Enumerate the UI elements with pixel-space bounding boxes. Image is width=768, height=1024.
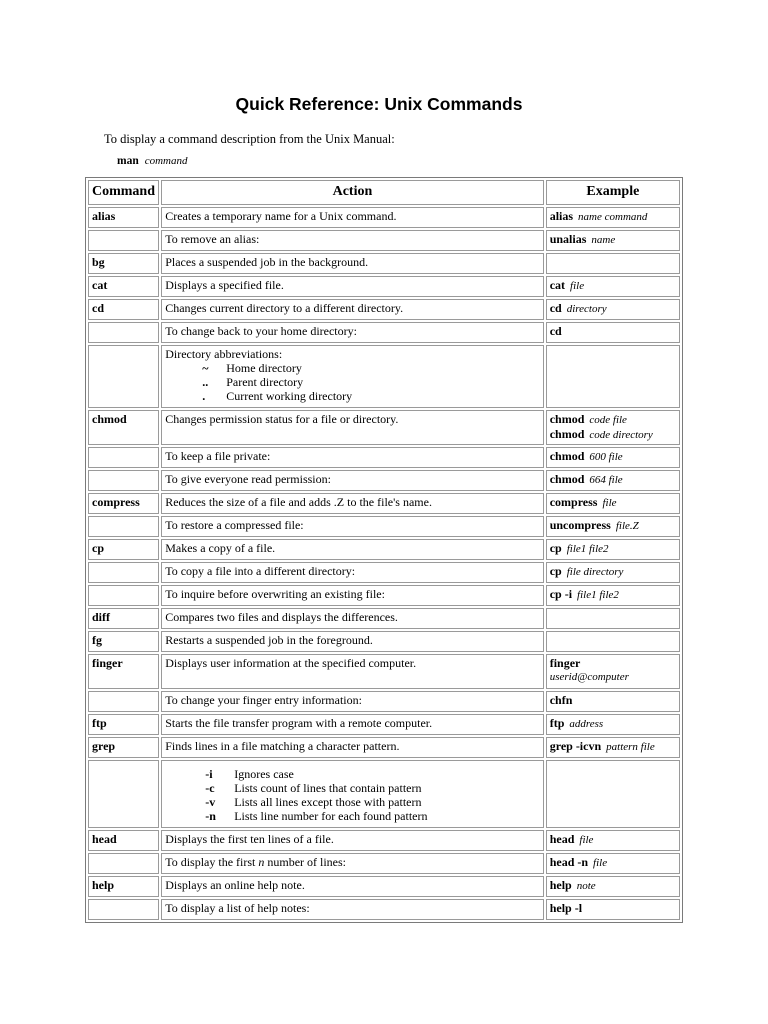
example-command: cd [549,324,562,338]
example-command: cd [549,301,562,315]
example-command: help -l [549,901,583,915]
command-cell [88,447,159,468]
action-cell: To keep a file private: [161,447,544,468]
table-row [88,516,680,537]
action-cell: Creates a temporary name for a Unix command. [161,207,544,228]
example-cell [546,299,680,320]
example-command: alias [549,209,574,223]
example-cell [546,493,680,514]
man-argument: command [144,155,188,167]
abbreviation-symbol: ~ [202,361,209,375]
command-cell [88,760,159,828]
command-cell: grep [88,737,159,758]
abbreviation-item [165,389,540,403]
intro-text: To display a command description from the Unix Manual: [104,132,395,146]
example-cell [546,691,680,712]
command-cell: fg [88,631,159,652]
man-usage [117,155,188,167]
table-row [88,737,680,758]
action-cell: To inquire before overwriting an existing file: [161,585,544,606]
command-cell: help [88,876,159,897]
example-cell [546,853,680,874]
flag-desc: Lists line number for each found pattern [234,809,428,823]
command-cell: head [88,830,159,851]
action-cell: Finds lines in a file matching a character pattern. [161,737,544,758]
command-cell [88,853,159,874]
command-cell [88,899,159,920]
action-cell: Reduces the size of a file and adds .Z to the file's name. [161,493,544,514]
action-cell [161,760,544,828]
flag-name: -n [205,809,216,823]
flag-item [165,767,540,781]
example-command: head -n [549,855,589,869]
table-row [88,830,680,851]
action-cell: Starts the file transfer program with a remote computer. [161,714,544,735]
table-row [88,410,680,445]
example-command: cat [549,278,566,292]
example-argument: file1 file2 [577,589,619,601]
action-cell: Places a suspended job in the background. [161,253,544,274]
example-argument: file directory [566,566,624,578]
action-cell: Makes a copy of a file. [161,539,544,560]
example-cell [546,253,680,274]
example-cell [546,207,680,228]
example-command: cp [549,564,562,578]
action-cell: To display a list of help notes: [161,899,544,920]
flag-name: -i [205,767,213,781]
table-row [88,876,680,897]
action-text: number of lines: [267,855,347,869]
flag-desc: Lists count of lines that contain pattern [234,781,422,795]
table-row [88,230,680,251]
table-row [88,299,680,320]
example-cell [546,447,680,468]
action-cell: Displays an online help note. [161,876,544,897]
table-row [88,345,680,408]
action-cell: To restore a compressed file: [161,516,544,537]
example-argument: file1 file2 [566,543,609,555]
action-variable: n [258,855,265,869]
example-command: cp [549,541,562,555]
example-command: help [549,878,572,892]
flag-item [165,809,540,823]
example-cell [546,562,680,583]
table-row [88,631,680,652]
flag-name: -c [205,781,215,795]
example-command: ftp [549,716,565,730]
abbreviation-symbol: . [202,389,206,403]
command-cell: compress [88,493,159,514]
example-argument: name command [578,211,648,223]
action-cell [161,345,544,408]
abbreviation-desc: Current working directory [226,389,353,403]
action-cell: Displays a specified file. [161,276,544,297]
table-row [88,447,680,468]
command-cell: alias [88,207,159,228]
action-cell: Displays the first ten lines of a file. [161,830,544,851]
header-action: Action [161,180,544,205]
command-cell: cat [88,276,159,297]
example-argument: file [593,857,608,869]
table-row [88,853,680,874]
example-argument: pattern file [606,741,655,753]
example-command: compress [549,495,598,509]
table-row [88,207,680,228]
example-argument: 600 file [589,451,623,463]
table-row [88,539,680,560]
example-cell [546,345,680,408]
action-cell: Restarts a suspended job in the foreground. [161,631,544,652]
example-cell [546,830,680,851]
example-argument: file.Z [615,520,639,532]
example-argument: code file [589,414,627,426]
table-row [88,760,680,828]
abbreviation-symbol: .. [202,375,209,389]
command-cell [88,322,159,343]
header-command: Command [88,180,159,205]
example-argument: name [591,234,616,246]
example-cell [546,230,680,251]
table-row [88,493,680,514]
example-cell [546,631,680,652]
example-argument: 664 file [589,474,623,486]
action-cell: To give everyone read permission: [161,470,544,491]
example-cell [546,654,680,689]
command-cell [88,345,159,408]
command-cell [88,516,159,537]
flag-desc: Lists all lines except those with pattern [234,795,422,809]
command-cell: cd [88,299,159,320]
example-cell [546,585,680,606]
table-row [88,714,680,735]
example-cell [546,760,680,828]
action-text: To display the first [165,855,256,869]
example-argument: file [570,280,585,292]
command-cell: finger [88,654,159,689]
page-title: Quick Reference: Unix Commands [235,94,523,114]
action-cell: To change back to your home directory: [161,322,544,343]
example-cell [546,876,680,897]
example-argument: file [602,497,617,509]
table-row [88,470,680,491]
example-cell [546,608,680,629]
table-row [88,562,680,583]
command-cell [88,230,159,251]
command-cell [88,470,159,491]
table-row [88,899,680,920]
action-cell: Displays user information at the specified computer. [161,654,544,689]
flag-desc: Ignores case [234,767,294,781]
table-header-row [88,180,680,205]
example-argument: directory [566,303,607,315]
command-cell [88,691,159,712]
flag-item [165,781,540,795]
example-cell [546,470,680,491]
example-cell [546,737,680,758]
table-row [88,585,680,606]
table-row [88,253,680,274]
table-row [88,276,680,297]
command-cell: chmod [88,410,159,445]
table-row [88,654,680,689]
example-argument: address [569,718,604,730]
example-command: chmod [549,427,585,441]
abbreviation-item [165,361,540,375]
command-cell: diff [88,608,159,629]
action-cell: To remove an alias: [161,230,544,251]
action-cell: Compares two files and displays the differences. [161,608,544,629]
example-cell [546,276,680,297]
action-cell: Changes permission status for a file or directory. [161,410,544,445]
example-command: cp -i [549,587,573,601]
example-cell [546,322,680,343]
man-command: man [117,155,139,167]
command-cell: ftp [88,714,159,735]
example-cell [546,899,680,920]
command-cell [88,585,159,606]
abbreviations-heading: Directory abbreviations: [165,347,283,361]
table-row [88,608,680,629]
example-command: finger [549,656,581,670]
example-command: head [549,832,575,846]
action-cell: To change your finger entry information: [161,691,544,712]
action-cell: To copy a file into a different directory: [161,562,544,583]
example-cell [546,539,680,560]
example-argument: userid@computer [549,671,629,683]
flag-item [165,795,540,809]
example-command: chmod [549,472,585,486]
example-cell [546,516,680,537]
example-command: chfn [549,693,573,707]
table-row [88,322,680,343]
action-cell [161,853,544,874]
reference-table [85,177,683,923]
abbreviation-desc: Home directory [226,361,302,375]
example-cell [546,410,680,445]
command-cell: bg [88,253,159,274]
header-example: Example [546,180,680,205]
example-command: unalias [549,232,587,246]
abbreviation-item [165,375,540,389]
example-argument: code directory [589,429,653,441]
example-command: chmod [549,412,585,426]
example-argument: note [576,880,596,892]
example-command: uncompress [549,518,611,532]
command-cell [88,562,159,583]
abbreviation-desc: Parent directory [226,375,304,389]
flag-name: -v [205,795,216,809]
example-argument: file [579,834,594,846]
table-row [88,691,680,712]
action-cell: Changes current directory to a different directory. [161,299,544,320]
example-cell [546,714,680,735]
example-command: grep -icvn [549,739,602,753]
example-command: chmod [549,449,585,463]
command-cell: cp [88,539,159,560]
